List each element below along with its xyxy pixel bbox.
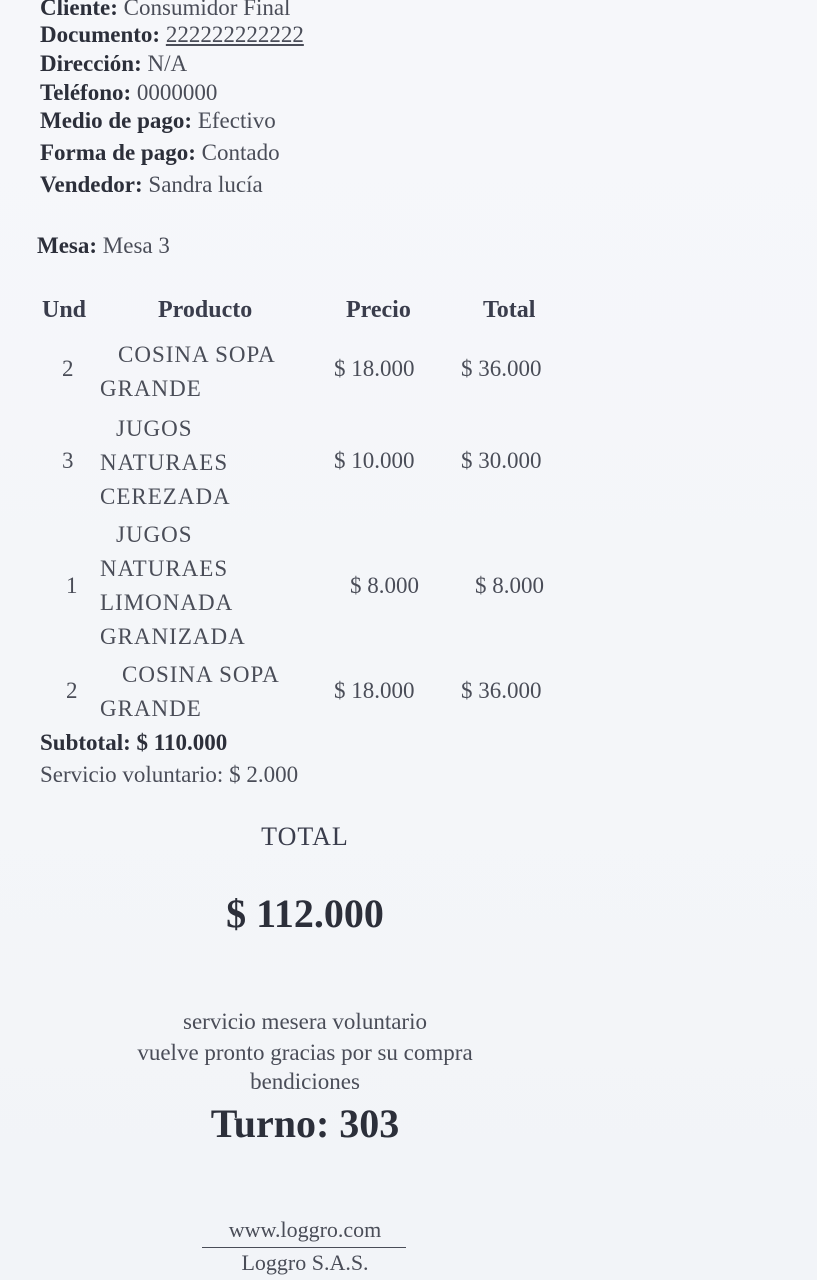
telefono-label: Teléfono: [40,80,132,105]
vendedor-line [40,170,263,199]
cliente-line [40,0,290,22]
message-line: servicio mesera voluntario [183,1009,427,1034]
subtotal: Subtotal: $ 110.000 [40,730,228,755]
mesa-label: Mesa: [37,233,98,258]
row-producto-line: COSINA SOPA [118,342,276,367]
col-header-producto: Producto [158,297,253,323]
row-total: $ 36.000 [461,356,542,381]
row-producto [100,412,320,514]
direccion-value: N/A [147,51,188,76]
vendedor-value: Sandra lucía [148,172,263,197]
row-producto-line: GRANDE [100,376,202,401]
row-und: 1 [66,573,78,598]
row-und: 2 [62,356,74,381]
vendedor-label: Vendedor: [40,172,143,197]
row-precio: $ 8.000 [350,573,419,598]
documento-label: Documento: [40,22,161,47]
col-header-und: Und [42,297,87,323]
medio-pago-line [40,106,276,135]
row-precio: $ 18.000 [334,356,415,381]
total-amount: $ 112.000 [226,891,384,936]
documento-value: 222222222222 [165,22,304,47]
row-total: $ 30.000 [461,448,542,473]
row-und: 2 [66,678,78,703]
forma-pago-value: Contado [201,140,280,165]
row-producto-line: NATURAES [100,450,229,475]
footer-divider [202,1247,406,1248]
footer-company: Loggro S.A.S. [241,1250,369,1275]
medio-pago-label: Medio de pago: [40,108,193,133]
message-line: vuelve pronto gracias por su compra [137,1040,473,1065]
row-und: 3 [62,448,74,473]
col-header-precio: Precio [346,297,411,323]
cliente-label: Cliente: [40,0,118,20]
mesa-line [37,231,170,260]
total-label: TOTAL [261,822,349,851]
row-producto-line: JUGOS [116,416,193,441]
forma-pago-label: Forma de pago: [40,140,196,165]
telefono-value: 0000000 [136,80,218,105]
medio-pago-value: Efectivo [197,108,276,133]
row-producto [100,338,320,406]
documento-line [40,20,304,49]
row-producto-line: LIMONADA [100,590,234,615]
cliente-value: Consumidor Final [123,0,291,20]
direccion-line [40,49,187,78]
row-producto-line: NATURAES [100,556,229,581]
turno: Turno: 303 [210,1101,400,1146]
row-producto [100,518,320,654]
mesa-value: Mesa 3 [102,233,170,258]
row-producto-line: GRANDE [100,696,202,721]
col-header-total: Total [483,297,536,323]
row-producto-line: GRANIZADA [100,624,246,649]
row-precio: $ 10.000 [334,448,415,473]
telefono-line [40,78,217,107]
row-producto-line: COSINA SOPA [122,662,280,687]
row-precio: $ 18.000 [334,678,415,703]
direccion-label: Dirección: [40,51,142,76]
row-producto-line: JUGOS [116,522,193,547]
footer-website-link[interactable]: www.loggro.com [228,1217,382,1242]
row-total: $ 8.000 [475,573,544,598]
forma-pago-line [40,138,280,167]
message-line: bendiciones [250,1069,360,1094]
row-producto [100,658,320,726]
servicio-voluntario: Servicio voluntario: $ 2.000 [40,762,299,787]
row-producto-line: CEREZADA [100,484,231,509]
row-total: $ 36.000 [461,678,542,703]
